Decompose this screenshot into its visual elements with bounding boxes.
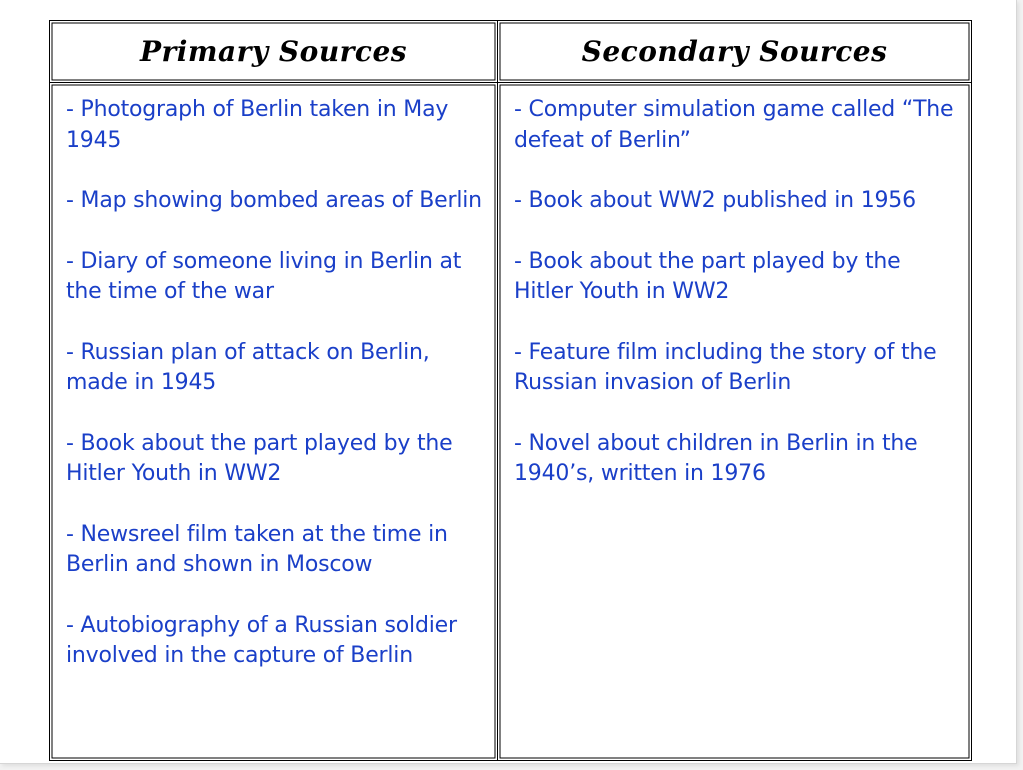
primary-item-attack-plan: - Russian plan of attack on Berlin, made in 1945	[66, 339, 430, 395]
primary-item-autobiography: - Autobiography of a Russian soldier involved in the capture of Berlin	[66, 612, 457, 668]
content-row	[50, 83, 972, 761]
secondary-item-feature-film: - Feature film including the story of the Russian invasion of Berlin	[514, 339, 937, 395]
secondary-item-ww2-book: - Book about WW2 published in 1956	[514, 188, 916, 213]
primary-item-hitler-youth-book: - Book about the part played by the Hitler Youth in WW2	[66, 430, 453, 486]
primary-sources-header: Primary Sources	[50, 21, 498, 83]
secondary-sources-cell	[498, 83, 972, 761]
secondary-item-hitler-youth-book: - Book about the part played by the Hitler Youth in WW2	[514, 248, 901, 304]
primary-item-newsreel: - Newsreel film taken at the time in Berlin and shown in Moscow	[66, 521, 448, 577]
primary-item-photograph: - Photograph of Berlin taken in May 1945	[66, 97, 449, 153]
secondary-item-simulation-game: - Computer simulation game called “The defeat of Berlin”	[514, 97, 954, 153]
secondary-item-novel: - Novel about children in Berlin in the 1940’s, written in 1976	[514, 430, 918, 486]
sources-table	[49, 20, 972, 761]
primary-item-map: - Map showing bombed areas of Berlin	[66, 188, 482, 213]
primary-item-diary: - Diary of someone living in Berlin at the time of the war	[66, 248, 462, 304]
secondary-sources-header: Secondary Sources	[498, 21, 972, 83]
primary-sources-cell	[50, 83, 498, 761]
header-row	[50, 21, 972, 83]
